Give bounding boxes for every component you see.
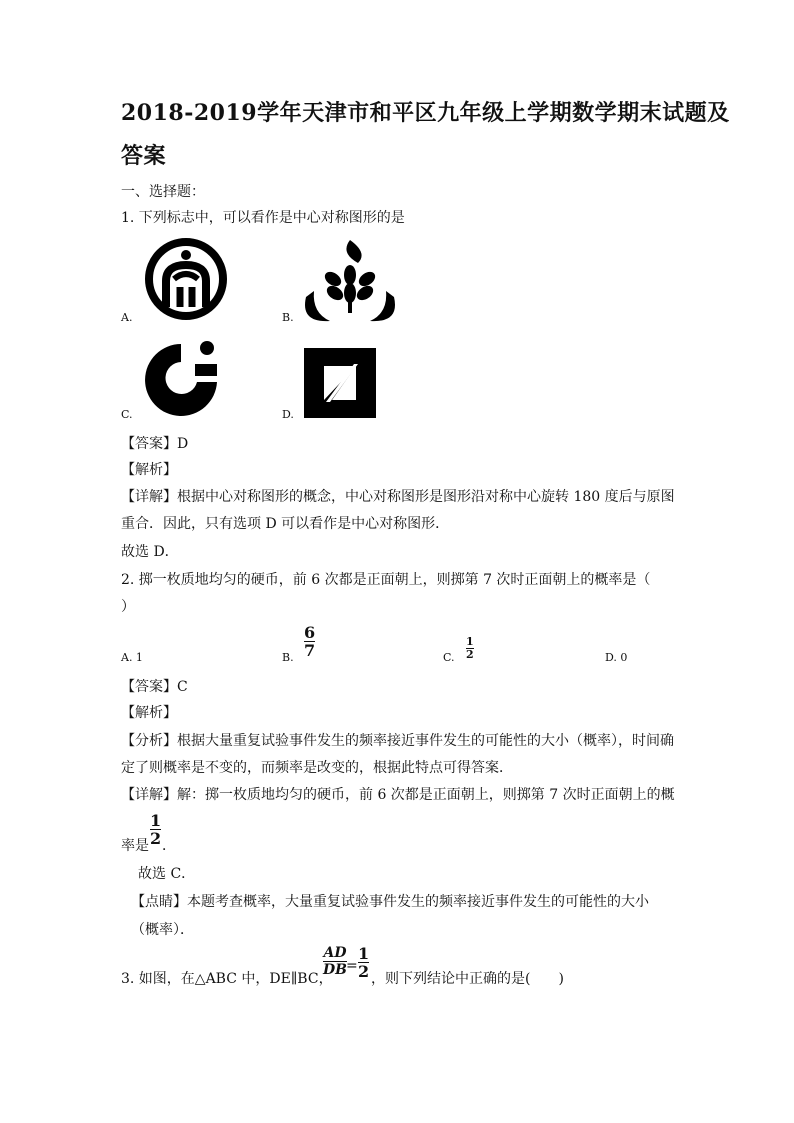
q1-analysis-heading: 【解析】	[121, 462, 177, 478]
q2-fenxi-line-2: 定了则概率是不变的，而频率是改变的，根据此特点可得答案．	[121, 760, 513, 776]
q2-detail-line-2-prefix: 率是	[121, 838, 149, 854]
q2-option-c-fraction	[466, 636, 474, 661]
q2-analysis-heading: 【解析】	[121, 705, 177, 721]
q3-ad-db-fraction	[323, 945, 347, 978]
q3-rhs-numerator: 1	[358, 944, 370, 963]
logo-d-icon	[302, 346, 378, 420]
q1-option-d-label: D.	[282, 408, 294, 421]
document-title-line-1: 2018-2019学年天津市和平区九年级上学期数学期末试题及	[121, 100, 730, 126]
q2-stem-line-1: 2. 掷一枚质地均匀的硬币，前 6 次都是正面朝上，则掷第 7 次时正面朝上的概率是（	[121, 572, 651, 588]
q2-fenxi-line-1: 【分析】根据大量重复试验事件发生的频率接近事件发生的可能性的大小（概率），时间确	[121, 733, 674, 749]
q2-option-b-denominator: 7	[304, 641, 316, 660]
logo-a-icon	[141, 235, 231, 325]
q2-dianjing-line-2: （概率）．	[131, 922, 194, 938]
q1-detail-line-2: 重合．因此，只有选项 D 可以看作是中心对称图形．	[121, 516, 450, 532]
q2-option-b-fraction	[304, 624, 315, 659]
q1-conclusion: 故选 D．	[121, 544, 179, 560]
q2-detail-denominator: 2	[150, 829, 162, 848]
q2-option-a: A. 1	[121, 651, 143, 664]
q2-option-d: D. 0	[605, 651, 628, 664]
q2-dianjing-line-1: 【点睛】本题考查概率，大量重复试验事件发生的频率接近事件发生的可能性的大小	[131, 894, 649, 910]
q3-stem-prefix: 3. 如图，在△ABC 中，DE∥BC，	[121, 971, 333, 987]
q2-answer: 【答案】C	[121, 679, 188, 695]
q2-detail-line-2-suffix: ．	[162, 838, 176, 854]
q1-stem: 1. 下列标志中，可以看作是中心对称图形的是	[121, 210, 405, 226]
q3-rhs-denominator: 2	[358, 962, 370, 981]
q2-option-c-numerator: 1	[466, 635, 474, 648]
logo-b-icon	[300, 235, 400, 325]
q3-equals-sign: =	[346, 958, 358, 974]
q2-option-b-numerator: 6	[304, 623, 316, 642]
q1-option-a-label: A.	[121, 311, 133, 324]
q2-detail-numerator: 1	[150, 811, 162, 830]
q1-option-c-label: C.	[121, 408, 133, 421]
q3-fraction-numerator: AD	[323, 945, 347, 961]
q2-stem-line-2: ）	[121, 599, 135, 615]
logo-c-icon	[141, 338, 227, 418]
q1-option-b-label: B.	[282, 311, 294, 324]
q2-detail-line-1: 【详解】解：掷一枚质地均匀的硬币，前 6 次都是正面朝上，则掷第 7 次时正面朝上的概	[121, 787, 675, 803]
q1-answer: 【答案】D	[121, 436, 189, 452]
q2-detail-fraction	[150, 812, 161, 847]
q2-conclusion: 故选 C．	[138, 866, 196, 882]
q3-rhs-fraction	[358, 945, 369, 980]
q2-option-b-label: B.	[282, 651, 294, 664]
q1-detail-line-1: 【详解】根据中心对称图形的概念，中心对称图形是图形沿对称中心旋转 180 度后与原图	[121, 489, 675, 505]
q2-option-c-denominator: 2	[466, 648, 474, 661]
section-heading: 一、选择题：	[121, 184, 205, 200]
q3-fraction-denominator: DB	[323, 962, 347, 978]
q3-stem-suffix: ，则下列结论中正确的是( )	[371, 971, 564, 987]
q2-option-c-label: C.	[443, 651, 455, 664]
document-title-line-2: 答案	[121, 143, 167, 169]
